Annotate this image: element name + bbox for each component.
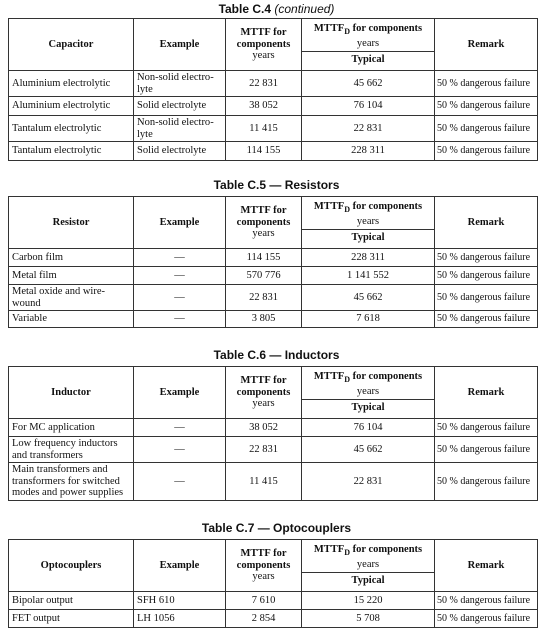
header-mttfd	[302, 367, 435, 419]
table-title-text: Table C.7 — Optocouplers	[201, 521, 352, 535]
cell-example: —	[134, 311, 226, 328]
table-row	[9, 249, 538, 267]
cell-remark: 50 % dangerous failure	[435, 71, 538, 97]
cell-mttfd: 228 311	[302, 142, 435, 161]
cell-mttfd: 76 104	[302, 419, 435, 437]
cell-component: Tantalum electrolytic	[9, 116, 134, 142]
cell-component: Low frequency inductors and transformers	[9, 437, 134, 463]
header-remark: Remark	[435, 367, 538, 419]
table-row	[9, 311, 538, 328]
header-mttf	[226, 367, 302, 419]
header-mttf-line2: components	[236, 216, 291, 228]
header-mttfd-suffix: for components	[349, 201, 423, 213]
table-title-suffix: (continued)	[274, 2, 335, 16]
cell-mttf: 22 831	[226, 285, 302, 311]
header-mttf-line2: components	[236, 559, 291, 571]
table-title	[0, 2, 553, 16]
header-remark: Remark	[435, 19, 538, 71]
header-mttfd-suffix: for components	[349, 371, 423, 383]
header-mttf	[226, 19, 302, 71]
cell-mttf: 570 776	[226, 267, 302, 285]
table-row	[9, 463, 538, 501]
component-table	[8, 539, 538, 628]
header-mttf-line1: MTTF for	[240, 205, 287, 217]
cell-remark: 50 % dangerous failure	[435, 610, 538, 628]
cell-mttf: 11 415	[226, 463, 302, 501]
cell-remark: 50 % dangerous failure	[435, 142, 538, 161]
header-mttfd-prefix: MTTF	[313, 544, 345, 556]
header-mttf-unit: years	[252, 398, 275, 410]
cell-mttfd: 7 618	[302, 311, 435, 328]
component-table	[8, 366, 538, 501]
cell-mttf: 38 052	[226, 419, 302, 437]
header-example: Example	[134, 19, 226, 71]
cell-component: Bipolar output	[9, 592, 134, 610]
table-row	[9, 142, 538, 161]
component-table	[8, 196, 538, 328]
table-row	[9, 285, 538, 311]
cell-mttf: 22 831	[226, 71, 302, 97]
cell-remark: 50 % dangerous failure	[435, 116, 538, 142]
cell-example: Non-solid electrolyte	[134, 71, 226, 97]
cell-mttfd: 45 662	[302, 71, 435, 97]
header-mttf-line2: components	[236, 38, 291, 50]
table-title-text: Table C.6 — Inductors	[213, 348, 340, 362]
table-title	[0, 178, 553, 192]
table-row	[9, 267, 538, 285]
table-title	[0, 521, 553, 535]
header-mttfd-prefix: MTTF	[313, 371, 345, 383]
header-mttfd-unit: years	[356, 385, 380, 397]
cell-mttfd: 45 662	[302, 437, 435, 463]
header-mttf-line1: MTTF for	[240, 375, 287, 387]
header-typical: Typical	[302, 51, 434, 68]
cell-component: Aluminium electrolytic	[9, 71, 134, 97]
table-row	[9, 437, 538, 463]
table-row	[9, 71, 538, 97]
cell-remark: 50 % dangerous failure	[435, 97, 538, 116]
header-example: Example	[134, 367, 226, 419]
header-row	[9, 540, 538, 592]
header-component-type: Capacitor	[9, 19, 134, 71]
cell-remark: 50 % dangerous failure	[435, 267, 538, 285]
table-row	[9, 592, 538, 610]
cell-component: FET output	[9, 610, 134, 628]
cell-mttf: 22 831	[226, 437, 302, 463]
header-typical: Typical	[302, 229, 434, 246]
header-mttfd-subscript: D	[344, 27, 350, 37]
cell-mttf: 114 155	[226, 142, 302, 161]
header-mttf-line1: MTTF for	[240, 548, 287, 560]
cell-example: —	[134, 463, 226, 501]
header-mttfd	[302, 19, 435, 71]
header-example: Example	[134, 197, 226, 249]
header-mttfd-prefix: MTTF	[313, 23, 345, 35]
table-row	[9, 419, 538, 437]
header-mttfd-subscript: D	[344, 205, 350, 215]
table-title	[0, 348, 553, 362]
cell-remark: 50 % dangerous failure	[435, 249, 538, 267]
cell-component: Main transformers and transformers for switched modes and power supplies	[9, 463, 134, 501]
header-row	[9, 197, 538, 249]
header-mttfd	[302, 197, 435, 249]
header-row	[9, 367, 538, 419]
cell-remark: 50 % dangerous failure	[435, 463, 538, 501]
header-component-type: Optocouplers	[9, 540, 134, 592]
cell-component: Aluminium electrolytic	[9, 97, 134, 116]
header-mttfd-unit: years	[356, 558, 380, 570]
header-mttf-line1: MTTF for	[240, 27, 287, 39]
cell-component: Metal oxide and wire-wound	[9, 285, 134, 311]
header-component-type: Inductor	[9, 367, 134, 419]
table-row	[9, 97, 538, 116]
cell-example: SFH 610	[134, 592, 226, 610]
cell-remark: 50 % dangerous failure	[435, 311, 538, 328]
cell-mttfd: 22 831	[302, 116, 435, 142]
header-mttf	[226, 540, 302, 592]
cell-mttf: 38 052	[226, 97, 302, 116]
cell-component: For MC application	[9, 419, 134, 437]
cell-mttf: 2 854	[226, 610, 302, 628]
cell-mttf: 114 155	[226, 249, 302, 267]
header-mttf-unit: years	[252, 228, 275, 240]
cell-mttf: 3 805	[226, 311, 302, 328]
cell-remark: 50 % dangerous failure	[435, 285, 538, 311]
header-mttfd	[302, 540, 435, 592]
cell-example: LH 1056	[134, 610, 226, 628]
cell-mttf: 7 610	[226, 592, 302, 610]
header-remark: Remark	[435, 197, 538, 249]
cell-example: Solid electrolyte	[134, 97, 226, 116]
header-mttfd-subscript: D	[344, 375, 350, 385]
header-mttfd-prefix: MTTF	[313, 201, 345, 213]
component-table	[8, 18, 538, 161]
cell-example: Non-solid electrolyte	[134, 116, 226, 142]
cell-mttfd: 15 220	[302, 592, 435, 610]
cell-mttfd: 5 708	[302, 610, 435, 628]
cell-remark: 50 % dangerous failure	[435, 592, 538, 610]
cell-mttfd: 228 311	[302, 249, 435, 267]
table-title-text: Table C.4	[218, 2, 272, 16]
header-mttfd-unit: years	[356, 215, 380, 227]
cell-mttfd: 45 662	[302, 285, 435, 311]
header-typical: Typical	[302, 399, 434, 416]
header-mttf-line2: components	[236, 386, 291, 398]
header-mttfd-suffix: for components	[349, 23, 423, 35]
header-remark: Remark	[435, 540, 538, 592]
header-example: Example	[134, 540, 226, 592]
cell-example: —	[134, 437, 226, 463]
cell-remark: 50 % dangerous failure	[435, 419, 538, 437]
cell-remark: 50 % dangerous failure	[435, 437, 538, 463]
header-component-type: Resistor	[9, 197, 134, 249]
header-mttf-unit: years	[252, 50, 275, 62]
header-mttfd-suffix: for components	[349, 544, 423, 556]
cell-mttfd: 22 831	[302, 463, 435, 501]
cell-example: —	[134, 419, 226, 437]
cell-example: Solid electrolyte	[134, 142, 226, 161]
cell-component: Carbon film	[9, 249, 134, 267]
header-typical: Typical	[302, 572, 434, 589]
cell-mttfd: 76 104	[302, 97, 435, 116]
cell-component: Tantalum electrolytic	[9, 142, 134, 161]
header-mttf	[226, 197, 302, 249]
table-row	[9, 610, 538, 628]
header-row	[9, 19, 538, 71]
table-title-text: Table C.5 — Resistors	[213, 178, 340, 192]
header-mttf-unit: years	[252, 571, 275, 583]
cell-example: —	[134, 267, 226, 285]
cell-example: —	[134, 285, 226, 311]
cell-component: Metal film	[9, 267, 134, 285]
cell-example: —	[134, 249, 226, 267]
header-mttfd-unit: years	[356, 37, 380, 49]
cell-mttf: 11 415	[226, 116, 302, 142]
cell-component: Variable	[9, 311, 134, 328]
table-row	[9, 116, 538, 142]
cell-mttfd: 1 141 552	[302, 267, 435, 285]
header-mttfd-subscript: D	[344, 548, 350, 558]
